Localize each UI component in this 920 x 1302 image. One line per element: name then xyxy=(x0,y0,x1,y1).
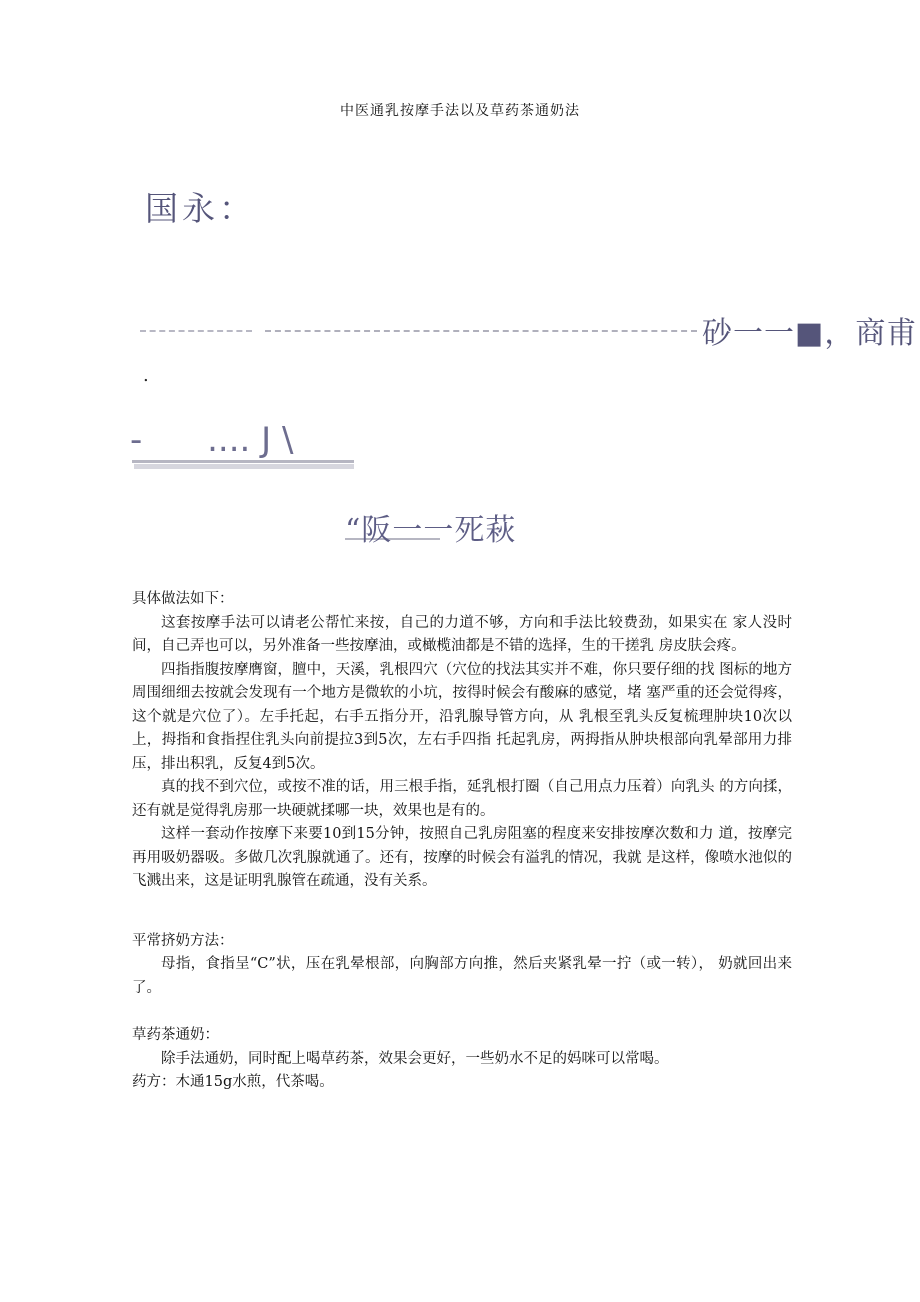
ocr-dot: . xyxy=(143,365,149,386)
method-paragraph: 真的找不到穴位，或按不准的话，用三根手指，延乳根打圈（自己用点力压着）向乳头 的方向揉，还有就是觉得乳房那一块硬就揉哪一块，效果也是有的。 xyxy=(132,779,792,819)
ocr-fragment-4-wrap xyxy=(345,505,605,550)
squeeze-heading: 平常挤奶方法： xyxy=(132,932,234,949)
method-paragraph: 四指指腹按摩膺窗，膻中，天溪，乳根四穴（穴位的找法其实并不难，你只要仔细的找 图标的地方周围细细去按就会发现有一个地方是微软的小坑，按得时候会有酸麻的感觉，堵 塞严重的还会觉得疼，这个就是穴位了）。左手托起，右手五指分开，沿乳腺导管方向，从 乳根至乳头反复梳理肿块10次以上，拇指和食指捏住乳头向前提拉3到5次，左右手四指 托起乳房，两拇指从肿块根部向乳晕部用力排压，排出积乳，反复4到5次。 xyxy=(132,661,792,772)
ocr-underline xyxy=(132,460,354,463)
document-body xyxy=(132,588,792,1095)
squeeze-paragraph: 母指，食指呈“C”状，压在乳晕根部，向胸部方向推，然后夹紧乳晕一拧（或一转）， 奶就回出来了。 xyxy=(132,956,792,996)
dashed-rule-long xyxy=(265,330,697,332)
herbal-paragraph: 除手法通奶，同时配上喝草药茶，效果会更好，一些奶水不足的妈咪可以常喝。 xyxy=(161,1050,669,1067)
ocr-fragment-3: - .... J \ xyxy=(130,420,294,460)
herbal-heading: 草药茶通奶： xyxy=(132,1027,219,1043)
ocr-underline-shadow xyxy=(134,464,354,469)
ocr-fragment-4: “阪一一死萩 xyxy=(345,513,517,548)
recipe-line: 药方：木通15g水煎，代茶喝。 xyxy=(132,1074,334,1090)
ocr-fragment-2: 砂一一■，商甫 xyxy=(702,316,918,351)
method-paragraph: 这样一套动作按摩下来要10到15分钟，按照自己乳房阻塞的程度来安排按摩次数和力 道，按摩完再用吸奶器吸。多做几次乳腺就通了。还有，按摩的时候会有溢乳的情况，我就 是这样，像喷水池似的飞溅出来，这是证明乳腺管在疏通，没有关系。 xyxy=(132,826,792,889)
ocr-dashed-row xyxy=(140,308,918,351)
ocr-fragment-1: 国永： xyxy=(145,189,256,228)
dashed-rule-short xyxy=(140,330,252,332)
method-paragraph: 这套按摩手法可以请老公帮忙来按，自己的力道不够，方向和手法比较费劲，如果实在 家人没时间，自己弄也可以，另外准备一些按摩油，或橄榄油都是不错的选择，生的干搓乳 房皮肤会疼。 xyxy=(132,614,792,654)
ocr-fragment-3-wrap xyxy=(130,420,390,470)
method-heading: 具体做法如下： xyxy=(132,591,234,607)
document-title: 中医通乳按摩手法以及草药茶通奶法 xyxy=(340,103,580,119)
